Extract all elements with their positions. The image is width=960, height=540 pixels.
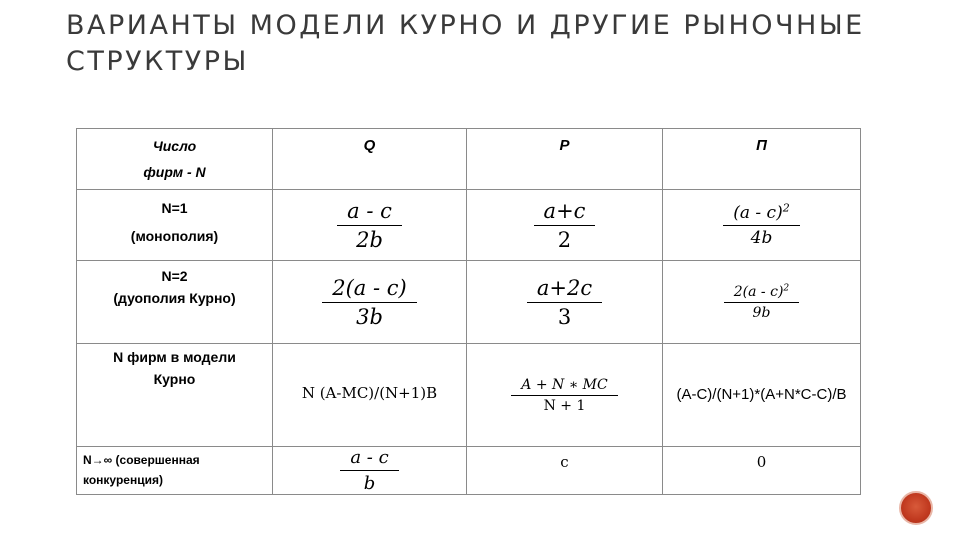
- q-formula: N (A-MC)/(N+1)B: [301, 384, 438, 402]
- profit-value: 0: [756, 453, 767, 471]
- q-denominator: 3b: [356, 304, 383, 329]
- p-cell: [467, 261, 663, 344]
- p-fraction: [511, 377, 617, 414]
- p-fraction: [534, 199, 596, 252]
- q-cell: [273, 190, 467, 261]
- table-row: [77, 190, 861, 261]
- header-cell-p: [467, 129, 663, 190]
- row-label-cell: [77, 447, 273, 495]
- p-cell: [467, 447, 663, 495]
- row-label-line2: (дуополия Курно): [113, 290, 236, 306]
- profit-cell: [663, 344, 861, 447]
- q-cell: [273, 261, 467, 344]
- profit-formula: (A-C)/(N+1)*(A+N*C-C)/B: [676, 386, 847, 403]
- cournot-table: [76, 128, 861, 495]
- q-denominator: b: [363, 473, 376, 494]
- q-fraction: [337, 199, 402, 252]
- table-row: [77, 447, 861, 495]
- profit-cell: [663, 261, 861, 344]
- q-denominator: 2b: [356, 227, 383, 252]
- q-numerator: a - c: [340, 447, 398, 471]
- q-fraction: [340, 447, 398, 494]
- header-cell-q: [273, 129, 467, 190]
- table-row: [77, 261, 861, 344]
- logo-badge-icon: [899, 491, 933, 525]
- profit-numerator: 2(a - c): [733, 283, 784, 300]
- row-label-line1: N=1: [161, 200, 188, 216]
- row-label-line1: N=2: [161, 268, 188, 284]
- profit-cell: [663, 447, 861, 495]
- profit-denominator: 9b: [752, 304, 771, 321]
- p-numerator: A + N ∗ MC: [511, 377, 617, 396]
- q-numerator: a - c: [337, 199, 402, 226]
- header-n-line2: фирм - N: [143, 164, 206, 180]
- p-fraction: [527, 276, 602, 329]
- q-cell: [273, 344, 467, 447]
- header-cell-profit: [663, 129, 861, 190]
- table-header-row: [77, 129, 861, 190]
- profit-denominator: 4b: [750, 227, 773, 248]
- row-label-line2: (монополия): [130, 228, 219, 244]
- header-q: Q: [363, 137, 376, 154]
- p-value: c: [560, 453, 569, 471]
- row-label-cell: [77, 261, 273, 344]
- profit-exponent: 2: [782, 200, 790, 214]
- p-cell: [467, 344, 663, 447]
- row-label-cell: [77, 344, 273, 447]
- profit-numerator: (a - c): [733, 202, 783, 223]
- q-cell: [273, 447, 467, 495]
- row-label-line2: конкуренция): [83, 473, 163, 487]
- profit-cell: [663, 190, 861, 261]
- profit-fraction: [723, 200, 800, 248]
- p-denominator: 2: [557, 227, 572, 252]
- row-label-cell: [77, 190, 273, 261]
- row-label-line2: Курно: [153, 371, 196, 387]
- q-numerator: 2(a - c): [322, 276, 416, 303]
- row-label-line1: N→∞ (совершенная: [83, 453, 200, 467]
- p-cell: [467, 190, 663, 261]
- profit-exponent: 2: [783, 282, 790, 293]
- table-row: [77, 344, 861, 447]
- header-cell-n: [77, 129, 273, 190]
- header-p: P: [559, 137, 570, 154]
- p-numerator: a+2c: [527, 276, 602, 303]
- row-label-line1: N фирм в модели: [113, 349, 236, 365]
- profit-fraction: [724, 284, 799, 321]
- p-numerator: a+c: [534, 199, 596, 226]
- p-denominator: N + 1: [543, 397, 586, 414]
- slide-title: ВАРИАНТЫ МОДЕЛИ КУРНО И ДРУГИЕ РЫНОЧНЫЕ СТРУКТУРЫ: [66, 10, 865, 77]
- header-profit: П: [756, 137, 767, 154]
- q-fraction: [322, 276, 416, 329]
- p-denominator: 3: [557, 304, 572, 329]
- header-n-line1: Число: [152, 138, 197, 154]
